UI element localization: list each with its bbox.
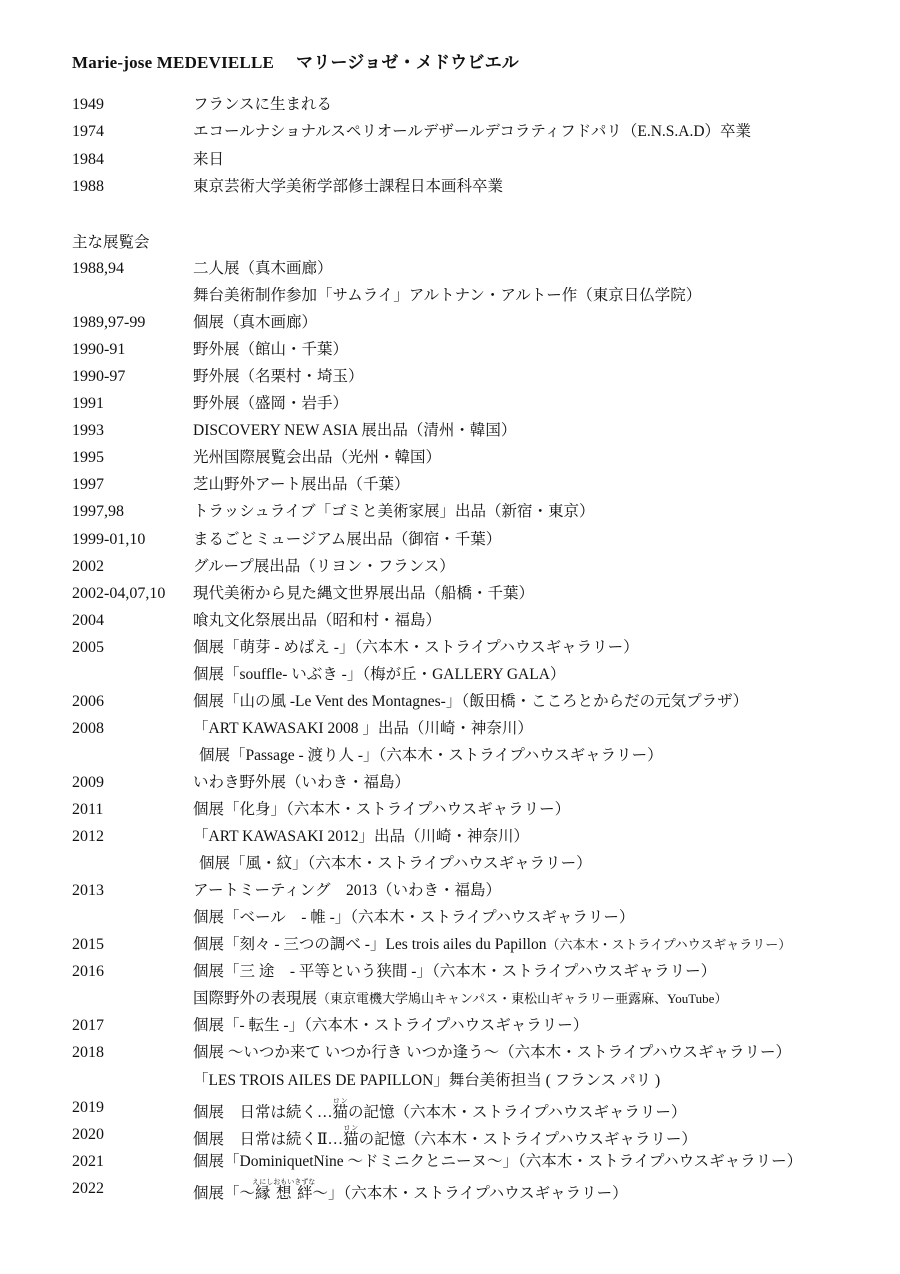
exhibition-year: 2009 bbox=[72, 773, 104, 791]
exhibition-description: 個展「souffle- いぶき -」（梅が丘・GALLERY GALA） bbox=[193, 665, 566, 683]
bio-year: 1984 bbox=[72, 150, 104, 168]
exhibition-description: 個展「化身」（六本木・ストライプハウスギャラリー） bbox=[193, 801, 571, 818]
exhibition-description: 個展 日常は続く…猫ロンの記憶（六本木・ストライプハウスギャラリー） bbox=[193, 1096, 687, 1121]
exhibition-description: 個展 ～いつか来て いつか行き いつか逢う～（六本木・ストライプハウスギャラリー） bbox=[193, 1044, 791, 1062]
exhibition-description: 「LES TROIS AILES DE PAPILLON」舞台美術担当 ( フランス パリ ) bbox=[193, 1071, 661, 1089]
exhibition-description: 個展（真木画廊） bbox=[193, 314, 318, 332]
exhibition-description: 「ART KAWASAKI 2008 」出品（川崎・神奈川） bbox=[193, 719, 533, 737]
bio-year: 1988 bbox=[72, 177, 104, 195]
exhibition-year: 2016 bbox=[72, 963, 104, 981]
exhibition-year: 2022 bbox=[72, 1179, 104, 1197]
exhibition-description: 個展「風・紋」（六本木・ストライプハウスギャラリー） bbox=[199, 855, 592, 873]
bio-year: 1949 bbox=[72, 96, 104, 113]
exhibition-year: 1988,94 bbox=[72, 260, 124, 277]
exhibition-description: まるごとミュージアム展出品（御宿・千葉） bbox=[193, 530, 502, 548]
ruby-annotation: 絆きずな bbox=[294, 1177, 316, 1202]
exhibition-year: 1999-01,10 bbox=[72, 530, 146, 548]
exhibition-description: 個展「ベール - 帷 -」（六本木・ストライプハウスギャラリー） bbox=[193, 909, 635, 927]
bio-year: 1974 bbox=[72, 123, 104, 141]
bio-description: フランスに生まれる bbox=[193, 96, 333, 113]
exhibitions-heading: 主な展覧会 bbox=[72, 234, 150, 251]
exhibition-year: 2005 bbox=[72, 638, 104, 656]
exhibition-description: 野外展（盛岡・岩手） bbox=[193, 395, 349, 413]
exhibition-year: 2015 bbox=[72, 936, 104, 954]
exhibition-description: 光州国際展覧会出品（光州・韓国） bbox=[193, 449, 442, 467]
exhibition-description: グループ展出品（リヨン・フランス） bbox=[193, 557, 455, 575]
ruby-annotation: 猫ロン bbox=[332, 1096, 349, 1121]
exhibition-description: 個展「- 転生 -」（六本木・ストライプハウスギャラリー） bbox=[193, 1017, 589, 1035]
exhibition-year: 2013 bbox=[72, 882, 104, 900]
exhibition-year: 2018 bbox=[72, 1044, 104, 1062]
exhibition-year: 2002 bbox=[72, 557, 104, 575]
exhibition-description: 個展 日常は続くⅡ…猫ロンの記憶（六本木・ストライプハウスギャラリー） bbox=[193, 1123, 697, 1148]
exhibition-description: 個展「三 途 - 平等という狭間 -」（六本木・ストライプハウスギャラリー） bbox=[193, 963, 717, 981]
exhibition-description: 個展「Passage - 渡り人 -」（六本木・ストライプハウスギャラリー） bbox=[199, 746, 663, 764]
exhibition-year: 1990-91 bbox=[72, 341, 126, 359]
exhibition-year: 1989,97-99 bbox=[72, 314, 146, 332]
bio-description: 来日 bbox=[193, 150, 225, 168]
exhibition-year: 1993 bbox=[72, 422, 104, 440]
exhibition-year: 2004 bbox=[72, 611, 104, 629]
exhibition-year: 2006 bbox=[72, 692, 104, 710]
venue-note: （六本木・ストライプハウスギャラリー） bbox=[546, 937, 792, 953]
ruby-annotation: 想おもい bbox=[273, 1177, 295, 1202]
exhibition-year: 2017 bbox=[72, 1017, 104, 1035]
exhibition-description: 野外展（名栗村・埼玉） bbox=[193, 368, 364, 386]
bio-description: 東京芸術大学美術学部修士課程日本画科卒業 bbox=[193, 177, 504, 195]
exhibition-description: 個展「DominiquetNine ～ドミニクとニーヌ～」（六本木・ストライプハウスギャラリー） bbox=[193, 1152, 803, 1170]
artist-name-japanese: マリージョゼ・メドウビエル bbox=[296, 53, 519, 72]
exhibition-description: アートミーティング 2013（いわき・福島） bbox=[193, 882, 501, 900]
exhibition-year: 1997,98 bbox=[72, 503, 124, 521]
exhibition-description: 喰丸文化祭展出品（昭和村・福島） bbox=[193, 611, 442, 629]
exhibition-description: 個展「刻々 - 三つの調べ -」Les trois ailes du Papillon（六本木・ストライプハウスギャラリー） bbox=[193, 936, 792, 954]
exhibition-year: 2012 bbox=[72, 828, 104, 846]
exhibition-year: 2011 bbox=[72, 801, 104, 818]
exhibition-year: 2019 bbox=[72, 1098, 104, 1116]
exhibition-year: 2021 bbox=[72, 1152, 104, 1170]
exhibition-description: トラッシュライブ「ゴミと美術家展」出品（新宿・東京） bbox=[193, 503, 595, 521]
page-title bbox=[72, 48, 519, 73]
bio-description: エコールナショナルスペリオールデザールデコラティフドパリ（E.N.S.A.D）卒業 bbox=[193, 123, 752, 141]
ruby-annotation: 猫ロン bbox=[343, 1123, 359, 1148]
exhibition-description: いわき野外展（いわき・福島） bbox=[193, 773, 411, 791]
exhibition-description: 芝山野外アート展出品（千葉） bbox=[193, 476, 410, 494]
venue-note: （東京電機大学鳩山キャンパス・東松山ギャラリー亜露麻、YouTube） bbox=[317, 991, 728, 1007]
exhibition-year: 1997 bbox=[72, 476, 104, 494]
exhibition-year: 1995 bbox=[72, 449, 104, 467]
artist-name-latin: Marie-jose MEDEVIELLE bbox=[72, 53, 275, 72]
exhibition-description: DISCOVERY NEW ASIA 展出品（清州・韓国） bbox=[193, 422, 517, 440]
exhibition-year: 1990-97 bbox=[72, 368, 126, 386]
exhibition-description: 個展「萌芽 - めばえ -」（六本木・ストライプハウスギャラリー） bbox=[193, 638, 639, 656]
exhibition-description: 二人展（真木画廊） bbox=[193, 260, 333, 277]
exhibition-description: 個展「～縁えにし 想おもい 絆きずな～」（六本木・ストライプハウスギャラリー） bbox=[193, 1177, 628, 1202]
exhibition-year: 1991 bbox=[72, 395, 104, 413]
exhibition-description: 個展「山の風 -Le Vent des Montagnes-」（飯田橋・こころとからだの元気プラザ） bbox=[193, 692, 749, 710]
exhibition-description: 現代美術から見た縄文世界展出品（船橋・千葉） bbox=[193, 584, 535, 602]
exhibition-description: 「ART KAWASAKI 2012」出品（川崎・神奈川） bbox=[193, 828, 529, 846]
exhibition-year: 2020 bbox=[72, 1125, 104, 1143]
exhibition-year: 2008 bbox=[72, 719, 104, 737]
exhibition-description: 野外展（館山・千葉） bbox=[193, 341, 349, 359]
ruby-annotation: 縁えにし bbox=[252, 1177, 274, 1202]
exhibition-description: 舞台美術制作参加「サムライ」アルトナン・アルトー作（東京日仏学院） bbox=[193, 287, 702, 305]
exhibition-year: 2002-04,07,10 bbox=[72, 584, 166, 602]
exhibition-description: 国際野外の表現展（東京電機大学鳩山キャンパス・東松山ギャラリー亜露麻、YouTube） bbox=[193, 990, 728, 1008]
